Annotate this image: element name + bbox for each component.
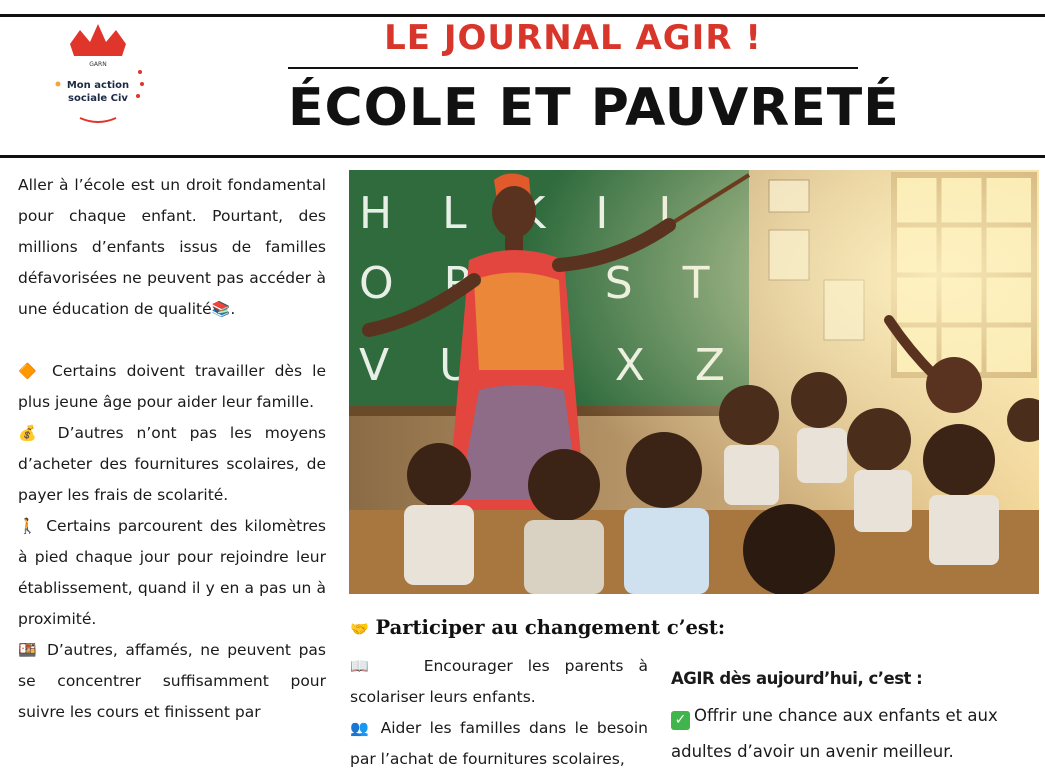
title-rule — [288, 67, 858, 69]
handshake-icon: 🤝 — [350, 620, 369, 638]
money-bag-icon: 💰 — [18, 424, 45, 442]
logo-small-text: GARN — [89, 61, 107, 68]
left-column — [18, 170, 326, 728]
list-item-text: Certains doivent travailler dès le plus jeune âge pour aider leur famille. — [18, 362, 326, 411]
intro-text: Aller à l’école est un droit fondamental pour chaque enfant. Pourtant, des millions d’enfants issus de familles défavorisées ne peuvent pas accéder à une éducation de qualité — [18, 176, 326, 318]
logo-text — [40, 79, 156, 105]
participate-heading-text: Participer au changement c’est: — [375, 616, 726, 639]
classroom-illustration-art — [349, 170, 1039, 594]
list-item — [350, 713, 648, 775]
sign-icon: 🔶 — [18, 362, 42, 380]
intro-paragraph: Aller à l’école est un droit fondamental pour chaque enfant. Pourtant, des millions d’enfants issus de familles défavorisées ne peuvent pas accéder à une éducation de qualité📚. — [18, 176, 326, 318]
agir-text — [671, 698, 1031, 770]
logo-text-line1: Mon action — [66, 80, 130, 91]
food-box-icon: 🍱 — [18, 641, 40, 659]
list-item-text: Aider les familles dans le besoin par l’achat de fournitures scolaires, — [350, 719, 648, 768]
header-bottom-rule — [0, 155, 1045, 158]
agir-heading: AGIR dès aujourd’hui, c’est : — [671, 669, 923, 688]
agir-text-body: Offrir une chance aux enfants et aux adultes d’avoir un avenir meilleur. — [671, 706, 998, 761]
classroom-illustration — [349, 170, 1039, 594]
list-item — [350, 651, 648, 713]
journal-title: LE JOURNAL AGIR ! — [384, 18, 762, 58]
right-column — [671, 664, 1031, 770]
check-mark-icon: ✓ — [671, 711, 690, 730]
crown-logo-icon — [40, 22, 160, 132]
open-book-icon: 📖 — [350, 657, 379, 675]
list-item — [18, 356, 326, 418]
list-item — [18, 418, 326, 511]
list-item-text: D’autres n’ont pas les moyens d’acheter des fournitures scolaires, de payer les frais de scolarité. — [18, 424, 326, 504]
middle-column — [350, 651, 648, 775]
list-item-text: Encourager les parents à scolariser leurs enfants. — [350, 657, 648, 706]
list-item-text: Certains parcourent des kilomètres à pied chaque jour pour rejoindre leur établissement, quand il y en a pas un à proximité. — [18, 517, 326, 628]
top-rule — [0, 14, 1045, 17]
logo-text-line2: sociale Civ — [68, 93, 128, 104]
books-icon: 📚 — [211, 300, 231, 318]
people-icon: 👥 — [350, 719, 373, 737]
list-item-text: D’autres, affamés, ne peuvent pas se concentrer suffisamment pour suivre les cours et finissent par — [18, 641, 326, 721]
walking-person-icon: 🚶 — [18, 517, 39, 535]
logo — [40, 22, 160, 132]
participate-heading — [350, 616, 770, 639]
list-item — [18, 511, 326, 635]
main-title: ÉCOLE ET PAUVRETÉ — [288, 78, 900, 138]
list-item — [18, 635, 326, 728]
